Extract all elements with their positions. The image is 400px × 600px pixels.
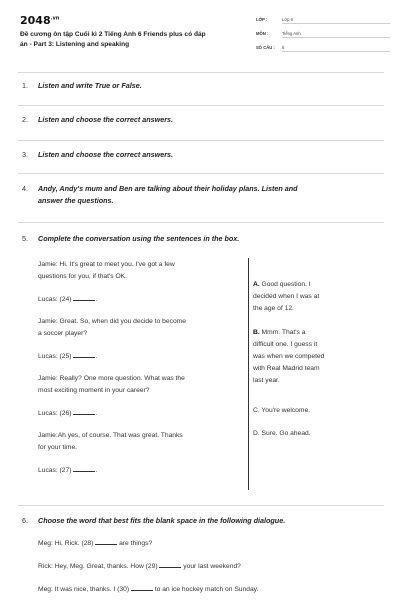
option-b: B. Mmm. That's a difficult one. I guess it was when we competed with Real Madrid team last year. <box>253 329 325 384</box>
dialogue-line: Jamie:Ah yes, of course. That was great. Thanks <box>38 432 183 439</box>
meta-question-count: SỐ CÂU : 6 <box>256 42 396 56</box>
dialogue-line: Rick: Hey, Meg. Great, thanks. How (29) your last weekend? <box>38 560 388 573</box>
divider <box>18 173 384 174</box>
document-meta <box>256 14 396 56</box>
option-c: C. You're welcome. <box>253 407 311 414</box>
option-a: A. Good question. I decided when I was at the age of 12. <box>253 281 320 312</box>
dialogue-line: Jamie: Great. So, when did you decide to become <box>38 318 186 325</box>
divider <box>18 105 384 106</box>
dialogue-line: Lucas: (26) . <box>38 407 248 420</box>
divider <box>18 222 384 223</box>
divider <box>18 72 384 73</box>
document-header <box>20 14 385 64</box>
option-d: D. Sure. Go ahead. <box>253 430 311 437</box>
answer-blank[interactable] <box>73 407 95 415</box>
dialogue-line: Meg: Hi, Rick. (28) are things? <box>38 537 388 550</box>
dialogue-line: a soccer player? <box>38 330 88 337</box>
meta-class: LỚP : Lớp 6 <box>256 14 396 28</box>
answer-blank[interactable] <box>131 583 153 591</box>
dialogue-line: Lucas: (24) . <box>38 293 248 306</box>
divider <box>18 140 384 141</box>
box-divider <box>248 258 249 490</box>
answer-blank[interactable] <box>95 537 117 545</box>
answer-blank[interactable] <box>159 560 181 568</box>
dialogue-line: Meg: It was nice, thanks. I (30) to an ice hockey match on Sunday. <box>38 583 388 596</box>
site-logo[interactable]: $2048^{.vn}$ <box>20 14 60 27</box>
meta-subject: MÔN : Tiếng Anh <box>256 28 396 42</box>
dialogue-line: questions for you, if that's OK. <box>38 273 128 280</box>
dialogue-line: Jamie: Hi. It's great to meet you. I've got a few <box>38 261 175 268</box>
dialogue-box <box>38 259 248 477</box>
dialogue-line: Jamie: Really? One more question. What was the <box>38 375 185 382</box>
divider <box>18 505 384 506</box>
dialogue-line: most exciting moment in your career? <box>38 387 150 394</box>
answer-blank[interactable] <box>73 293 95 301</box>
document-title: Đề cương ôn tập Cuối kì 2 Tiếng Anh 6 Friends plus có đáp án - Part 3: Listening and speaking <box>20 31 206 48</box>
answer-blank[interactable] <box>73 464 95 472</box>
answer-blank[interactable] <box>73 350 95 358</box>
dialogue-6 <box>38 537 388 596</box>
dialogue-line: Lucas: (27) . <box>38 464 248 477</box>
dialogue-line: for your time. <box>38 444 78 451</box>
dialogue-line: Lucas: (25) . <box>38 350 248 363</box>
